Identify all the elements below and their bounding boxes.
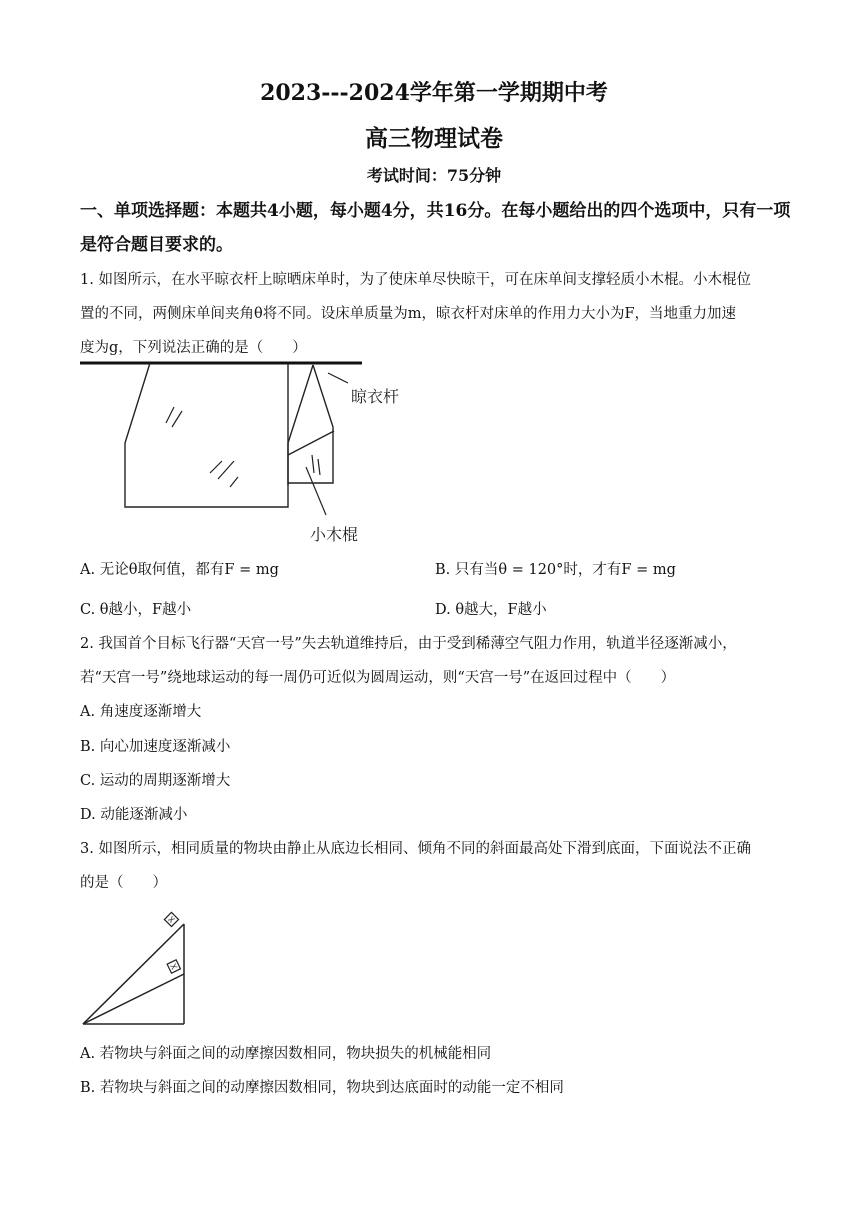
left-sheet [125, 363, 288, 507]
q2-line2: 若“天宫一号”绕地球运动的每一周仍可近似为圆周运动，则“天宫一号”在返回过程中（ ） [80, 670, 676, 686]
q3-incline-figure [78, 910, 193, 1032]
stick-label: 小木棍 [310, 525, 359, 544]
right-sheet-left-edge [288, 365, 313, 485]
stick-line [288, 431, 334, 455]
q1-option-c: C. θ越小，F越小 [80, 602, 192, 618]
q2-option-d: D. 动能逐渐减小 [80, 807, 188, 823]
hatch-marks-1 [166, 407, 182, 427]
steep-incline [83, 924, 184, 1024]
hatch-marks-3 [312, 455, 320, 475]
q2-option-c: C. 运动的周期逐渐增大 [80, 773, 231, 789]
q1-line3: 度为g，下列说法正确的是（ ） [80, 340, 307, 356]
q3-option-a: A. 若物块与斜面之间的动摩擦因数相同，物块损失的机械能相同 [80, 1046, 492, 1062]
q1-line1: 1. 如图所示，在水平晾衣杆上晾晒床单时，为了使床单尽快晾干，可在床单间支撑轻质小木棍。小木棍位 [80, 272, 751, 288]
q2-option-a: A. 角速度逐渐增大 [80, 704, 202, 720]
q3-line1: 3. 如图所示，相同质量的物块由静止从底边长相同、倾角不同的斜面最高处下滑到底面，下面说法不正确 [80, 841, 751, 857]
rod-leader [328, 373, 348, 383]
exam-term-title: 2023---2024学年第一学期期中考 [260, 80, 608, 106]
q3-option-b: B. 若物块与斜面之间的动摩擦因数相同，物块到达底面时的动能一定不相同 [80, 1080, 564, 1096]
q2-option-b: B. 向心加速度逐渐减小 [80, 739, 231, 755]
shallow-incline [83, 974, 184, 1024]
q3-line2: 的是（ ） [80, 875, 167, 891]
subject-title: 高三物理试卷 [365, 125, 503, 152]
exam-duration: 考试时间：75分钟 [366, 166, 502, 185]
q1-option-b: B. 只有当θ = 120°时，才有F = mg [435, 562, 676, 578]
q2-line1: 2. 我国首个目标飞行器“天宫一号”失去轨道维持后，由于受到稀薄空气阻力作用，轨道半径逐渐减小， [80, 636, 737, 652]
q1-clothesline-figure [78, 355, 418, 550]
stick-leader [306, 467, 326, 515]
q1-line2: 置的不同，两侧床单间夹角θ将不同。设床单质量为m，晾衣杆对床单的作用力大小为F，当地重力加速 [80, 306, 737, 322]
block-bottom [167, 960, 180, 973]
block-top [164, 912, 178, 926]
q1-option-a: A. 无论θ取何值，都有F = mg [80, 562, 279, 578]
rod-label: 晾衣杆 [351, 387, 400, 406]
q1-option-d: D. θ越大，F越小 [435, 602, 547, 618]
section-heading: 一、单项选择题：本题共4小题，每小题4分，共16分。在每小题给出的四个选项中，只有一项是符合题目要求的。 [80, 201, 791, 255]
hatch-marks-2 [210, 461, 238, 487]
